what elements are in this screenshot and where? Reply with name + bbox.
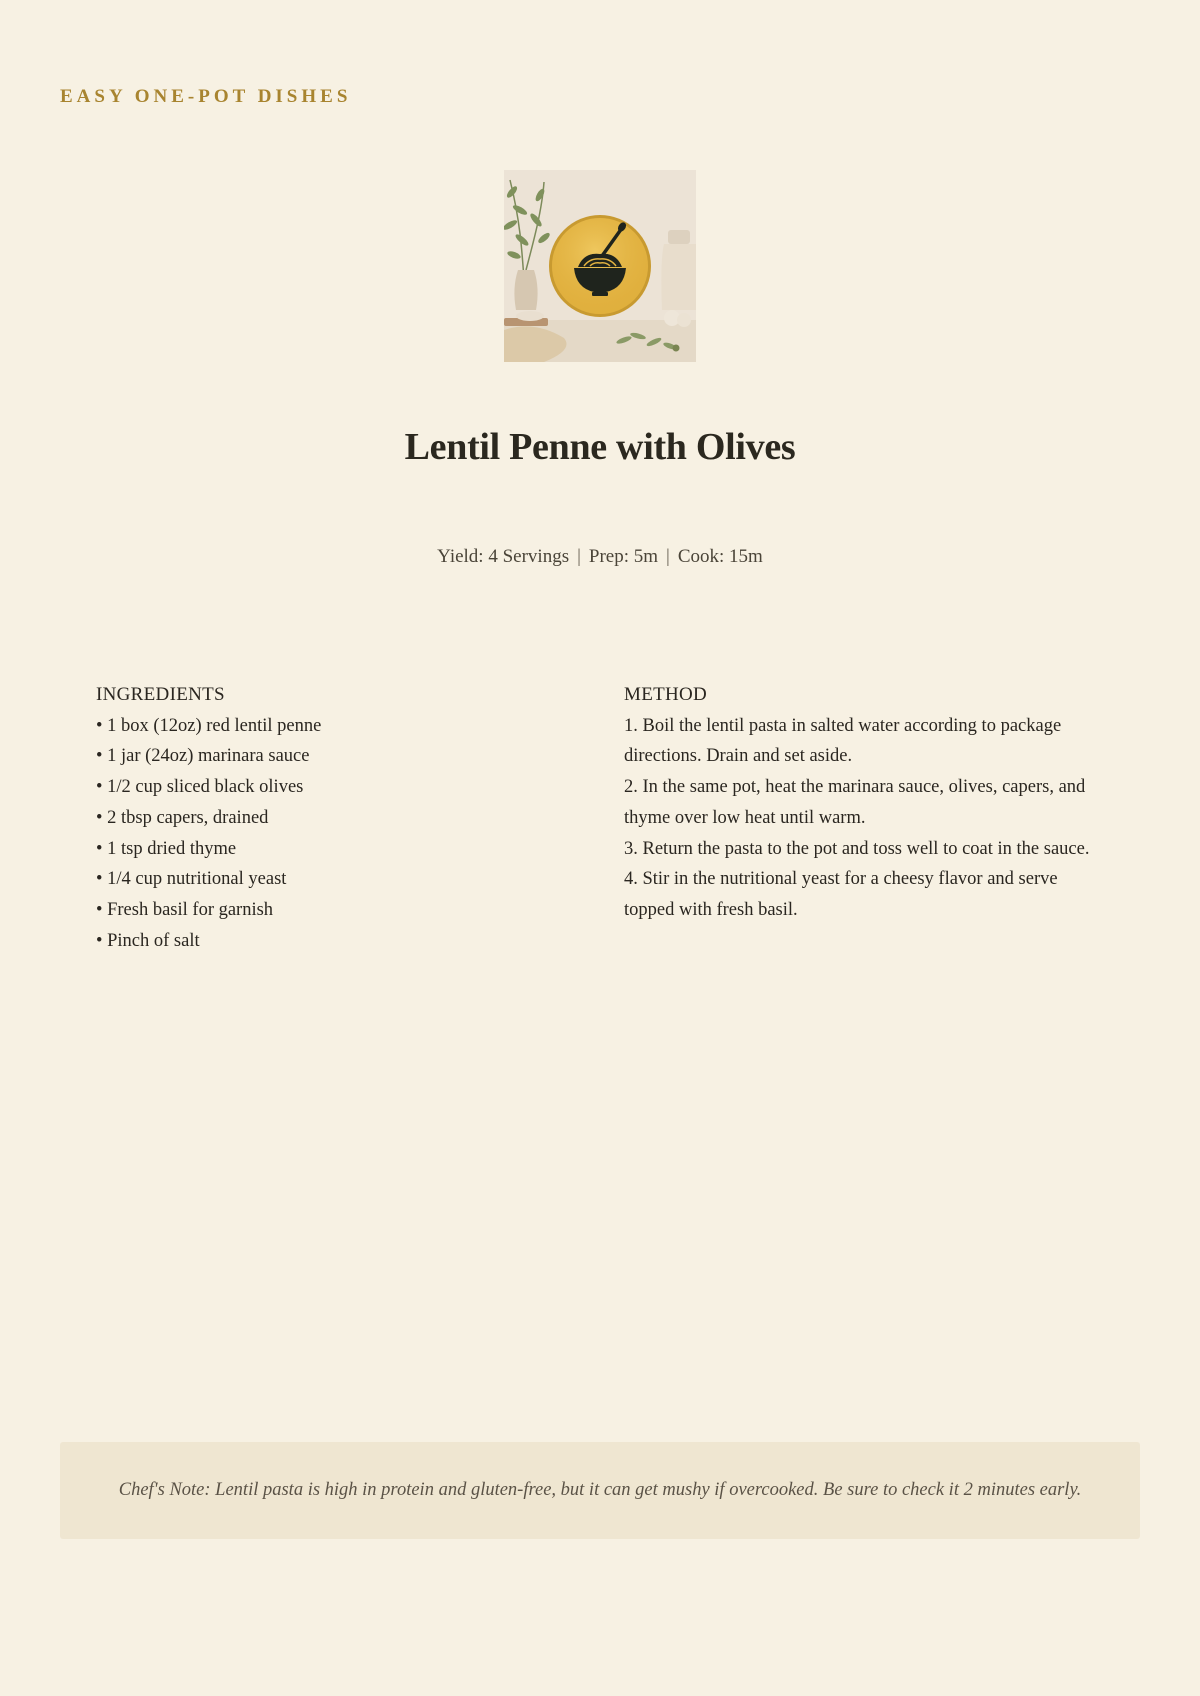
- prep-time: Prep: 5m: [588, 546, 659, 567]
- method-heading: METHOD: [624, 684, 708, 705]
- ingredients-heading: INGREDIENTS: [96, 684, 225, 705]
- chefs-note-text: Chef's Note: Lentil pasta is high in protein and gluten-free, but it can get mushy if overcooked. Be sure to check it 2 minutes early.: [118, 1480, 1082, 1500]
- hero-image: [504, 170, 696, 362]
- ingredient-item: • 2 tbsp capers, drained: [96, 807, 269, 828]
- pasta-bowl-icon: [549, 215, 651, 317]
- recipe-meta: [0, 546, 1200, 568]
- meta-separator: |: [577, 546, 581, 567]
- ingredient-item: • 1 tsp dried thyme: [96, 838, 237, 859]
- recipe-title: Lentil Penne with Olives: [404, 426, 796, 468]
- ingredients-list: [96, 711, 576, 957]
- cook-time: Cook: 15m: [677, 546, 763, 567]
- method-steps: [624, 711, 1094, 926]
- ingredients-section: [96, 680, 576, 956]
- method-step: 4. Stir in the nutritional yeast for a cheesy flavor and serve topped with fresh basil.: [624, 869, 1058, 920]
- method-step: 2. In the same pot, heat the marinara sauce, olives, capers, and thyme over low heat until warm.: [624, 777, 1086, 828]
- chefs-note: [60, 1442, 1140, 1539]
- method-step: 1. Boil the lentil pasta in salted water according to package directions. Drain and set aside.: [624, 715, 1062, 767]
- ingredient-item: • Pinch of salt: [96, 930, 200, 951]
- ingredient-item: • 1 box (12oz) red lentil penne: [96, 715, 322, 736]
- yield-text: Yield: 4 Servings: [437, 546, 570, 567]
- method-step: 3. Return the pasta to the pot and toss well to coat in the sauce.: [624, 838, 1090, 859]
- ingredient-item: • 1/2 cup sliced black olives: [96, 777, 304, 798]
- ingredient-item: • 1/4 cup nutritional yeast: [96, 869, 287, 890]
- ingredient-item: • Fresh basil for garnish: [96, 899, 274, 920]
- method-section: [624, 680, 1094, 926]
- category-label: EASY ONE-POT DISHES: [60, 86, 352, 107]
- hero-illustration: [504, 170, 696, 362]
- meta-separator: |: [666, 546, 670, 567]
- ingredient-item: • 1 jar (24oz) marinara sauce: [96, 746, 310, 767]
